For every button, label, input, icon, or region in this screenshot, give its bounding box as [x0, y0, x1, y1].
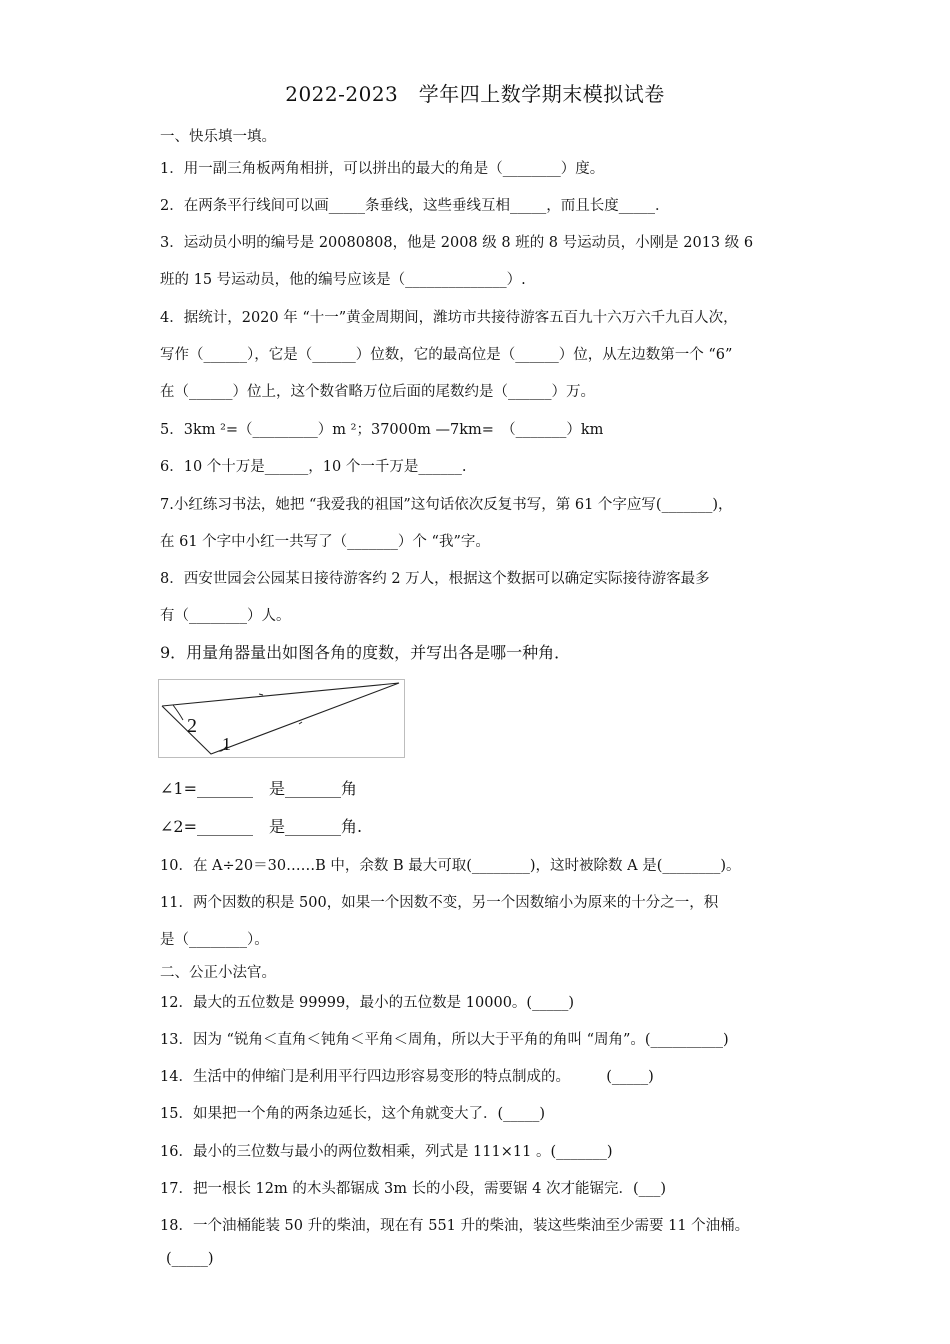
triangle-outline	[162, 683, 399, 754]
question-4-line-1: 4．据统计，2020 年 “十一”黄金周期间，潍坊市共接待游客五百九十六万六千九百人次，	[160, 310, 738, 326]
question-14: 14．生活中的伸缩门是利用平行四边形容易变形的特点制成的。 (_____)	[160, 1069, 654, 1085]
triangle-diagram	[159, 680, 406, 759]
tick-mark	[259, 694, 263, 695]
question-18-line-2: (_____)	[166, 1251, 214, 1267]
question-12: 12．最大的五位数是 99999，最小的五位数是 10000。(_____)	[160, 995, 574, 1011]
question-6: 6．10 个十万是______，10 个一千万是______.	[160, 459, 467, 475]
tick-mark	[299, 722, 302, 724]
question-18-line-1: 18．一个油桶能装 50 升的柴油，现在有 551 升的柴油，装这些柴油至少需要 11 个油桶。	[160, 1218, 750, 1234]
question-8-line-1: 8．西安世园会公园某日接待游客约 2 万人，根据这个数据可以确定实际接待游客最多	[160, 571, 710, 587]
answer-angle-2: ∠2=_______ 是_______角.	[160, 817, 363, 836]
angle-1-label: 1	[222, 734, 231, 754]
question-17: 17．把一根长 12m 的木头都锯成 3m 长的小段，需要锯 4 次才能锯完．(___)	[160, 1181, 667, 1197]
question-3-line-2: 班的 15 号运动员，他的编号应该是（______________）.	[160, 272, 526, 288]
question-1: 1．用一副三角板两角相拼，可以拼出的最大的角是（________）度。	[160, 161, 605, 177]
question-13: 13．因为 “锐角＜直角＜钝角＜平角＜周角，所以大于平角的角叫 “周角”。(__________)	[160, 1032, 729, 1048]
angle-figure	[158, 679, 405, 758]
question-2: 2．在两条平行线间可以画_____条垂线，这些垂线互相_____，而且长度_____．	[160, 198, 670, 214]
question-11-line-2: 是（________）。	[160, 932, 269, 948]
angle-2-label: 2	[187, 715, 197, 737]
question-8-line-2: 有（________）人。	[160, 608, 291, 624]
question-5: 5．3km ²=（_________）m ²；37000m —7km= （_______）km	[160, 422, 604, 438]
page-title: 2022-2023 学年四上数学期末模拟试卷	[285, 82, 665, 106]
section-heading-1: 一、快乐填一填。	[160, 129, 276, 145]
question-7-line-1: 7.小红练习书法，她把 “我爱我的祖国”这句话依次反复书写，第 61 个字应写(_______)，	[160, 497, 733, 513]
question-7-line-2: 在 61 个字中小红一共写了（_______）个 “我”字。	[160, 534, 490, 550]
question-9: 9．用量角器量出如图各角的度数，并写出各是哪一种角．	[160, 643, 571, 662]
section-heading-2: 二、公正小法官。	[160, 965, 276, 981]
question-3-line-1: 3．运动员小明的编号是 20080808，他是 2008 级 8 班的 8 号运动员，小刚是 2013 级 6	[160, 235, 754, 251]
question-10: 10．在 A÷20＝30……B 中，余数 B 最大可取(________)，这时被除数 A 是(________)。	[160, 858, 741, 874]
question-11-line-1: 11．两个因数的积是 500，如果一个因数不变，另一个因数缩小为原来的十分之一，积	[160, 895, 719, 911]
question-4-line-2: 写作（______），它是（______）位数，它的最高位是（______）位，从左边数第一个 “6”	[160, 347, 733, 363]
question-4-line-3: 在（______）位上，这个数省略万位后面的尾数约是（______）万。	[160, 384, 595, 400]
answer-angle-1: ∠1=_______ 是_______角	[160, 779, 357, 798]
question-15: 15．如果把一个角的两条边延长，这个角就变大了．(_____)	[160, 1106, 546, 1122]
question-16: 16．最小的三位数与最小的两位数相乘，列式是 111×11 。(_______)	[160, 1144, 613, 1160]
